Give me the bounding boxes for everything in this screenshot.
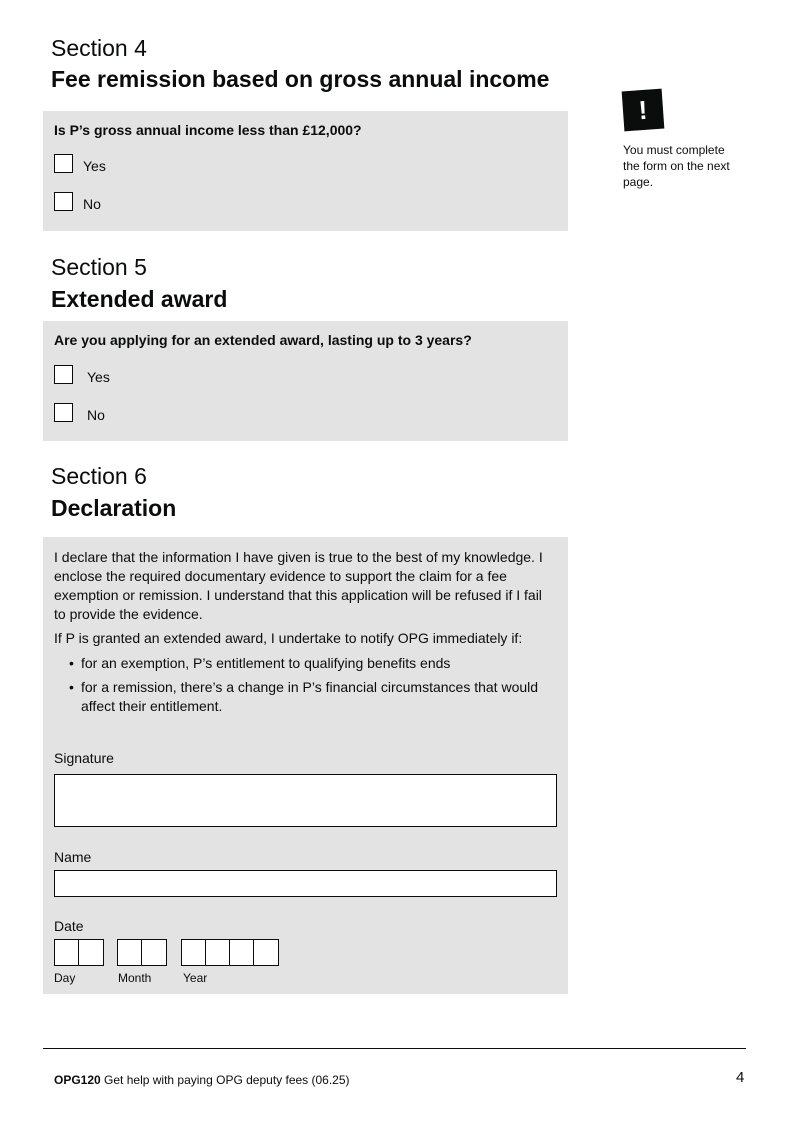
section-6-label: Section 6 xyxy=(51,463,147,489)
extended-no-checkbox[interactable] xyxy=(54,403,73,422)
income-yes-checkbox[interactable] xyxy=(54,154,73,173)
form-code: OPG120 xyxy=(54,1073,101,1087)
extended-no-label: No xyxy=(87,407,105,423)
section-5-title: Extended award xyxy=(51,286,228,312)
footer-form-reference xyxy=(54,1073,350,1087)
bullet-item: • for a remission, there’s a change in P’s financial circumstances that would affect their entitlement. xyxy=(69,678,554,716)
declaration-panel xyxy=(43,537,568,994)
footer-divider xyxy=(43,1048,746,1049)
date-day-field[interactable] xyxy=(54,939,104,966)
income-question: Is P’s gross annual income less than £12,000? xyxy=(54,122,362,138)
date-year-label: Year xyxy=(183,971,208,985)
date-day-label: Day xyxy=(54,971,76,985)
section-5-panel xyxy=(43,321,568,441)
declaration-paragraph: I declare that the information I have given is true to the best of my knowledge. I enclose the required documentary evidence to support the claim for a fee exemption or remission. I understand that this application will be refused if I fail to provide the evidence. xyxy=(54,549,543,622)
page-number: 4 xyxy=(736,1069,745,1086)
date-label: Date xyxy=(54,918,84,934)
notice-text: You must complete the form on the next page. xyxy=(623,143,730,189)
form-title: Get help with paying OPG deputy fees (06.25) xyxy=(104,1073,350,1087)
name-field[interactable] xyxy=(54,870,557,897)
signature-field[interactable] xyxy=(54,774,557,827)
date-year-field[interactable] xyxy=(181,939,279,966)
income-no-checkbox[interactable] xyxy=(54,192,73,211)
bullet-item: • for an exemption, P’s entitlement to qualifying benefits ends xyxy=(69,654,554,673)
exclamation-icon: ! xyxy=(622,89,665,132)
extended-yes-checkbox[interactable] xyxy=(54,365,73,384)
income-yes-label: Yes xyxy=(83,158,106,174)
name-label: Name xyxy=(54,849,92,865)
section-4-label: Section 4 xyxy=(51,35,147,61)
section-4-panel xyxy=(43,111,568,231)
date-month-label: Month xyxy=(118,971,152,985)
date-month-field[interactable] xyxy=(117,939,167,966)
signature-label: Signature xyxy=(54,750,114,766)
section-6-title: Declaration xyxy=(51,495,177,521)
income-no-label: No xyxy=(83,196,101,212)
extended-yes-label: Yes xyxy=(87,369,110,385)
section-5-label: Section 5 xyxy=(51,254,147,280)
declaration-text xyxy=(54,548,554,721)
declaration-notify-paragraph: If P is granted an extended award, I undertake to notify OPG immediately if: xyxy=(54,630,523,646)
section-4-title: Fee remission based on gross annual income xyxy=(51,66,550,92)
extended-award-question: Are you applying for an extended award, lasting up to 3 years? xyxy=(54,332,472,348)
declaration-bullet-list xyxy=(54,654,554,716)
